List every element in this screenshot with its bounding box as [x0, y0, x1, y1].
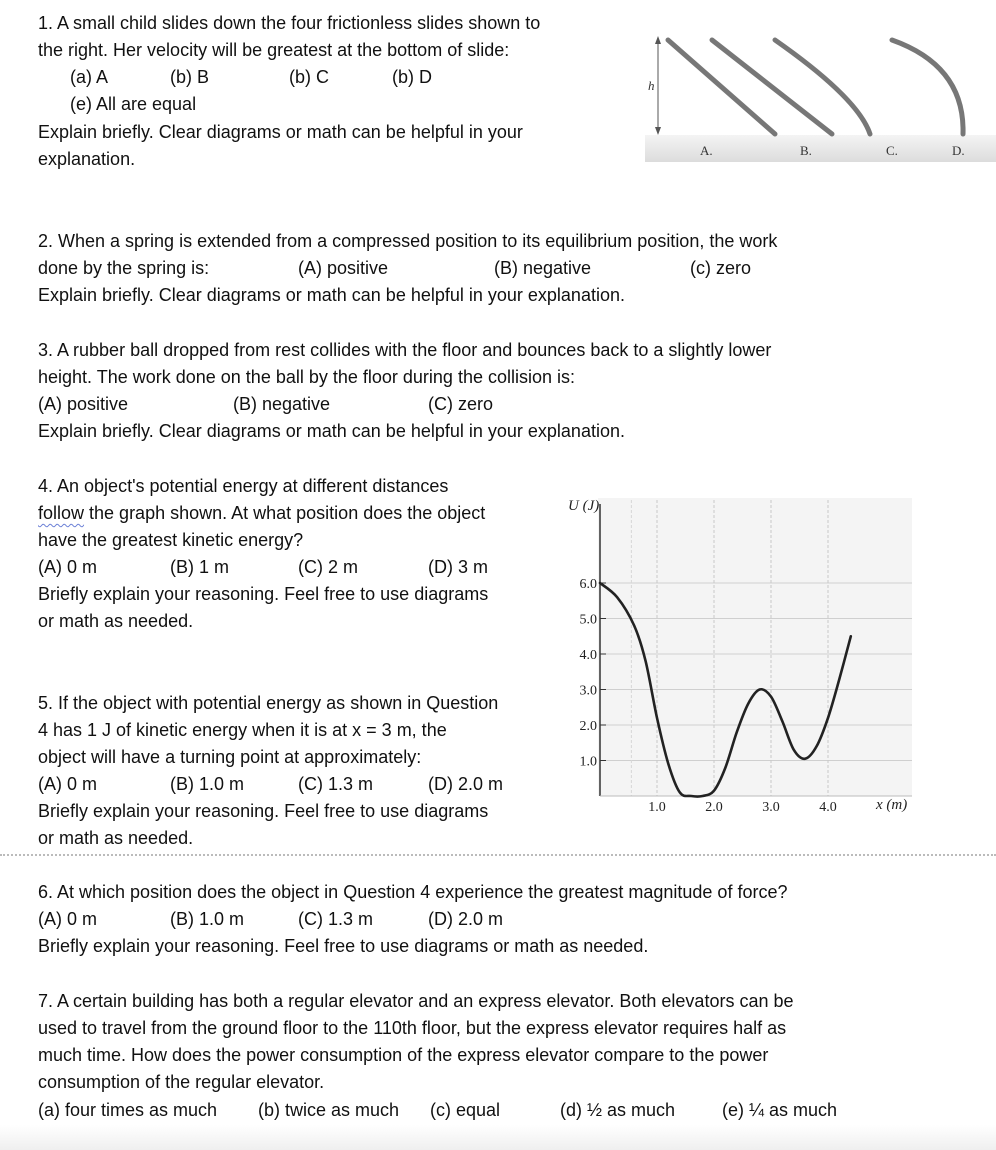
q4-option-d: (D) 3 m [428, 557, 488, 577]
y-axis-label: U (J) [568, 498, 600, 514]
q5-line-5: or math as needed. [38, 828, 194, 848]
q1-line-3: Explain briefly. Clear diagrams or math can be helpful in your [38, 122, 523, 142]
q1-line-2: the right. Her velocity will be greatest at the bottom of slide: [38, 40, 510, 60]
slide-label-d: D. [952, 143, 965, 158]
q4-line-3: have the greatest kinetic energy? [38, 530, 304, 550]
ground-strip [645, 135, 996, 162]
q4-option-c: (C) 2 m [298, 557, 358, 577]
q5-line-4: Briefly explain your reasoning. Feel free to use diagrams [38, 801, 489, 821]
q1-line-4: explanation. [38, 149, 136, 169]
q5-option-b: (B) 1.0 m [170, 774, 245, 794]
q7-option-a: (a) four times as much [38, 1100, 218, 1120]
q2-option-a: (A) positive [298, 258, 389, 278]
q4-line-1: 4. An object's potential energy at different distances [38, 476, 449, 496]
q2-line-3: Explain briefly. Clear diagrams or math can be helpful in your explanation. [38, 285, 625, 305]
q2-option-c: (c) zero [690, 258, 752, 278]
q6-option-b: (B) 1.0 m [170, 909, 245, 929]
x-tick-label: 2.0 [705, 800, 723, 815]
q7-line-2: used to travel from the ground floor to the 110th floor, but the express elevator requires half as [38, 1018, 787, 1038]
q4-line-2-rest: the graph shown. At what position does the object [84, 503, 486, 523]
potential-energy-chart [562, 494, 934, 824]
q4-option-a: (A) 0 m [38, 557, 98, 577]
q3-line-1: 3. A rubber ball dropped from rest collides with the floor and bounces back to a slightly lower [38, 340, 772, 360]
q1-option-b: (b) B [170, 67, 210, 87]
height-label: h [648, 78, 655, 93]
q7-option-d: (d) ½ as much [560, 1100, 676, 1120]
slide-b [712, 40, 832, 134]
page-bottom-shadow [0, 1125, 996, 1150]
q4-line-5: or math as needed. [38, 611, 194, 631]
x-tick-label: 3.0 [762, 800, 780, 815]
q1-option-e: (e) All are equal [70, 94, 197, 114]
q1-line-1: 1. A small child slides down the four frictionless slides shown to [38, 13, 541, 33]
q7-line-3: much time. How does the power consumption of the express elevator compare to the power [38, 1045, 769, 1065]
slide-label-b: B. [800, 143, 812, 158]
q7-option-b: (b) twice as much [258, 1100, 400, 1120]
q4-line-4: Briefly explain your reasoning. Feel free to use diagrams [38, 584, 489, 604]
page-break-divider [0, 854, 996, 856]
slides-figure [640, 28, 996, 166]
x-tick-label: 4.0 [819, 800, 837, 815]
q5-line-3: object will have a turning point at approximately: [38, 747, 422, 767]
q5-option-a: (A) 0 m [38, 774, 98, 794]
slide-label-a: A. [700, 143, 713, 158]
q1-option-d: (b) D [392, 67, 432, 87]
q3-line-2: height. The work done on the ball by the floor during the collision is: [38, 367, 575, 387]
q7-line-1: 7. A certain building has both a regular elevator and an express elevator. Both elevators can be [38, 991, 794, 1011]
x-axis-label: x (m) [876, 797, 908, 813]
q7-line-4: consumption of the regular elevator. [38, 1072, 325, 1092]
q7-option-c: (c) equal [430, 1100, 501, 1120]
q7-option-e: (e) ¼ as much [722, 1100, 838, 1120]
q4-option-b: (B) 1 m [170, 557, 230, 577]
q2-line-1: 2. When a spring is extended from a compressed position to its equilibrium position, the work [38, 231, 778, 251]
q3-option-c: (C) zero [428, 394, 494, 414]
q6-line-1: 6. At which position does the object in Question 4 experience the greatest magnitude of force? [38, 882, 788, 902]
q1-option-a: (a) A [70, 67, 109, 87]
q4-spellcheck-word: follow [38, 503, 85, 523]
q5-option-d: (D) 2.0 m [428, 774, 504, 794]
y-tick-label: 1.0 [579, 754, 597, 770]
y-tick-label: 2.0 [579, 719, 597, 734]
q6-line-2: Briefly explain your reasoning. Feel free to use diagrams or math as needed. [38, 936, 649, 956]
q6-option-a: (A) 0 m [38, 909, 98, 929]
q5-line-2: 4 has 1 J of kinetic energy when it is at x = 3 m, the [38, 720, 447, 740]
q3-line-3: Explain briefly. Clear diagrams or math can be helpful in your explanation. [38, 421, 625, 441]
q5-option-c: (C) 1.3 m [298, 774, 374, 794]
y-tick-label: 6.0 [579, 577, 597, 592]
x-tick-label: 1.0 [648, 800, 666, 815]
y-tick-label: 4.0 [579, 648, 597, 663]
q4-line-2 [38, 500, 485, 527]
q3-option-b: (B) negative [233, 394, 331, 414]
slide-d [892, 40, 963, 134]
slide-label-c: C. [886, 143, 898, 158]
q6-option-d: (D) 2.0 m [428, 909, 504, 929]
y-tick-label: 5.0 [579, 612, 597, 628]
slide-a [668, 40, 775, 134]
chart-background [598, 498, 912, 796]
q3-option-a: (A) positive [38, 394, 129, 414]
height-arrow-bottom [655, 127, 661, 135]
q1-option-c: (b) C [289, 67, 329, 87]
q2-line-2: done by the spring is: [38, 258, 210, 278]
height-arrow-top [655, 36, 661, 44]
q5-line-1: 5. If the object with potential energy as shown in Question [38, 693, 499, 713]
q2-option-b: (B) negative [494, 258, 592, 278]
slide-c [775, 40, 870, 134]
q6-option-c: (C) 1.3 m [298, 909, 374, 929]
y-tick-label: 3.0 [579, 683, 597, 699]
